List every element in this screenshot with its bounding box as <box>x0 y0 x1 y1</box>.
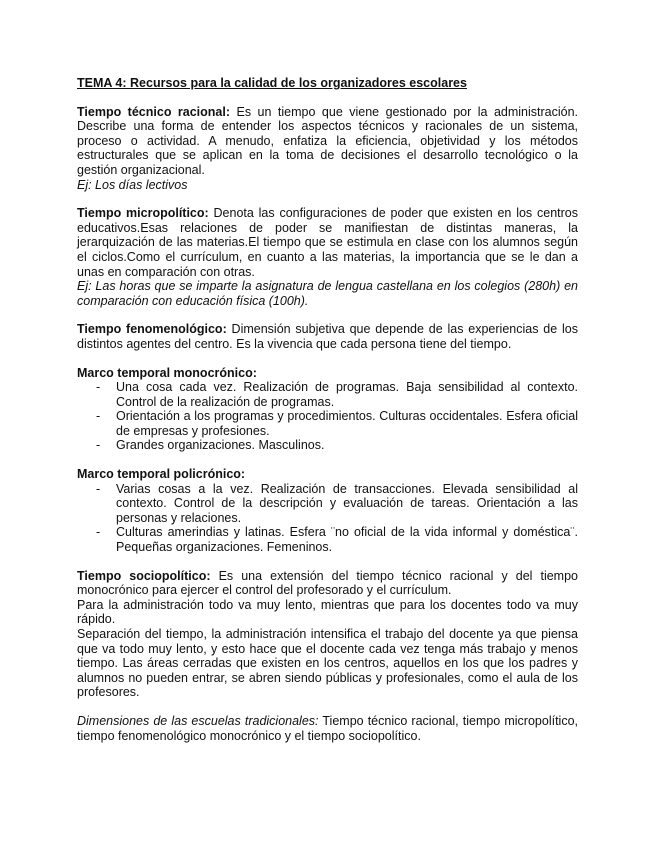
dash-bullet: - <box>96 481 101 496</box>
fenomenologico-text: Dimensión subjetiva que depende de las experiencias de los distintos agentes del centro. Es la vivencia que cada persona tiene del tiempo. <box>77 322 578 351</box>
list-item <box>89 482 578 526</box>
list-item-text: Culturas amerindias y latinas. Esfera ¨no oficial de la vida informal y doméstica¨. Pequeñas organizaciones. Femeninos. <box>116 525 578 555</box>
policronico-heading: Marco temporal policrónico: <box>77 467 246 482</box>
dash-bullet: - <box>96 380 101 395</box>
sociopolitico-paragraph-2: Para la administración todo va muy lento, mientras que para los docentes todo va muy rápido. <box>77 597 578 627</box>
policronico-list <box>77 482 578 555</box>
section-fenomenologico <box>77 322 578 351</box>
list-item <box>89 380 578 409</box>
list-item-text: Orientación a los programas y procedimientos. Culturas occidentales. Esfera oficial de empresas y profesiones. <box>116 409 578 438</box>
micropolitico-paragraph <box>77 206 578 279</box>
monocronico-heading: Marco temporal monocrónico: <box>77 365 257 380</box>
micropolitico-text: Denota las configuraciones de poder que existen en los centros educativos.Esas relaciones de poder se manifiestan de distintas maneras, la jerarquización de las materias.El tiempo que se estimula en clase con los alumnos según el ciclos.Como el currículum, en cuanto a las materias, la importancia que se le dan a unas en comparación con otras. <box>77 206 578 279</box>
dash-bullet: - <box>96 409 101 424</box>
fenomenologico-label: Tiempo fenomenológico: <box>77 322 227 337</box>
micropolitico-label: Tiempo micropolítico: <box>77 206 209 221</box>
list-item-text: Grandes organizaciones. Masculinos. <box>116 438 325 453</box>
list-item <box>89 525 578 554</box>
section-micropolitico <box>77 206 578 308</box>
list-item-text: Una cosa cada vez. Realización de programas. Baja sensibilidad al contexto. Control de la realización de programas. <box>116 380 578 409</box>
list-item-text: Varias cosas a la vez. Realización de transacciones. Elevada sensibilidad al contexto. Control de la descripción y evaluación de tareas. Orientación a las personas y relaciones. <box>116 481 578 525</box>
list-item <box>89 438 578 453</box>
sociopolitico-paragraph <box>77 569 578 598</box>
section-sociopolitico <box>77 569 578 700</box>
micropolitico-example: Ej: Las horas que se imparte la asignatura de lengua castellana en los colegios (280h) en comparación con educación física (100h). <box>77 279 578 308</box>
dash-bullet: - <box>96 525 101 540</box>
dimensiones-paragraph <box>77 714 578 743</box>
tecnico-label: Tiempo técnico racional: <box>77 104 231 119</box>
tecnico-example: Ej: Los días lectivos <box>77 177 188 192</box>
sociopolitico-paragraph-3: Separación del tiempo, la administración intensifica el trabajo del docente ya que piensa que va todo muy lento, y esto hace que el docente cada vez tenga más trabajo y menos tiempo. Las áreas cerradas que existen en los centros, aquellos en los que los padres y alumnos no pueden entrar, se abren siendo públicas y profesionales, como el aula de los profesores. <box>77 627 578 700</box>
sociopolitico-text: Es una extensión del tiempo técnico racional y del tiempo monocrónico para ejercer el control del profesorado y el currículum. <box>77 568 578 598</box>
sociopolitico-label: Tiempo sociopolítico: <box>77 568 211 583</box>
section-policronico <box>77 467 578 555</box>
list-item <box>89 409 578 438</box>
document-title: TEMA 4: Recursos para la calidad de los organizadores escolares <box>77 76 467 90</box>
document-page <box>77 76 578 757</box>
dimensiones-text: Tiempo técnico racional, tiempo micropolítico, tiempo fenomenológico monocrónico y el tiempo sociopolítico. <box>77 713 578 743</box>
monocronico-list <box>77 380 578 453</box>
tecnico-text: Es un tiempo que viene gestionado por la administración. Describe una forma de entender los aspectos técnicos y racionales de un sistema, proceso o actividad. A menudo, enfatiza la eficiencia, objetividad y los métodos estructurales que se aplican en la toma de decisiones el desarrollo tecnológico o la gestión organizacional. <box>77 104 579 177</box>
fenomenologico-paragraph <box>77 322 578 351</box>
dimensiones-label: Dimensiones de las escuelas tradicionales: <box>77 713 319 728</box>
dash-bullet: - <box>96 438 101 453</box>
section-dimensiones <box>77 714 578 743</box>
section-monocronico <box>77 366 578 454</box>
tecnico-paragraph <box>77 105 578 178</box>
section-tecnico <box>77 105 578 193</box>
